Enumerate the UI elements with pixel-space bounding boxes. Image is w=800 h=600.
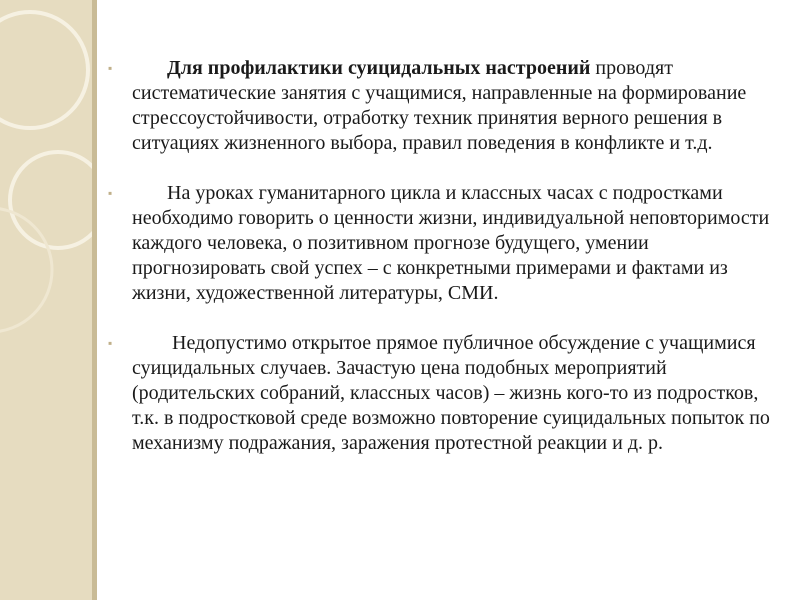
decorative-circles bbox=[0, 0, 92, 600]
paragraph-indent bbox=[132, 332, 172, 354]
paragraph-lead: Для профилактики суицидальных настроений bbox=[167, 57, 591, 79]
bullet-marker: ▪ bbox=[108, 61, 113, 75]
paragraph-humanities bbox=[108, 181, 770, 306]
paragraph-indent bbox=[132, 182, 167, 204]
paragraph-prevention bbox=[108, 56, 770, 156]
paragraph-text: проводят систематические занятия с учащимися, направленные на формирование стрессоустойчивости, отработку техник принятия верного решения в ситуациях жизненного выбора, правил поведения в конфликте и т.д. bbox=[132, 57, 747, 154]
bullet-marker: ▪ bbox=[108, 186, 113, 200]
slide-content bbox=[108, 56, 770, 456]
side-divider bbox=[92, 0, 97, 600]
paragraph-discussion-warning bbox=[108, 331, 770, 456]
paragraph-indent bbox=[132, 57, 167, 79]
paragraph-text: На уроках гуманитарного цикла и классных часах с подростками необходимо говорить о ценности жизни, индивидуальной неповторимости каждого человека, о позитивном прогнозе будущего, умении прогнозировать свой успех – с конкретными примерами и фактами из жизни, художественной литературы, СМИ. bbox=[132, 182, 770, 304]
bullet-marker: ▪ bbox=[108, 336, 113, 350]
paragraph-text: Недопустимо открытое прямое публичное обсуждение с учащимися суицидальных случаев. Зачастую цена подобных мероприятий (родительских собраний, классных часов) – жизнь кого-то из подростков, т.к. в подростковой среде возможно повторение суицидальных попыток по механизму подражания, заражения протестной реакции и д. р. bbox=[132, 332, 770, 454]
decorative-side-panel bbox=[0, 0, 92, 600]
